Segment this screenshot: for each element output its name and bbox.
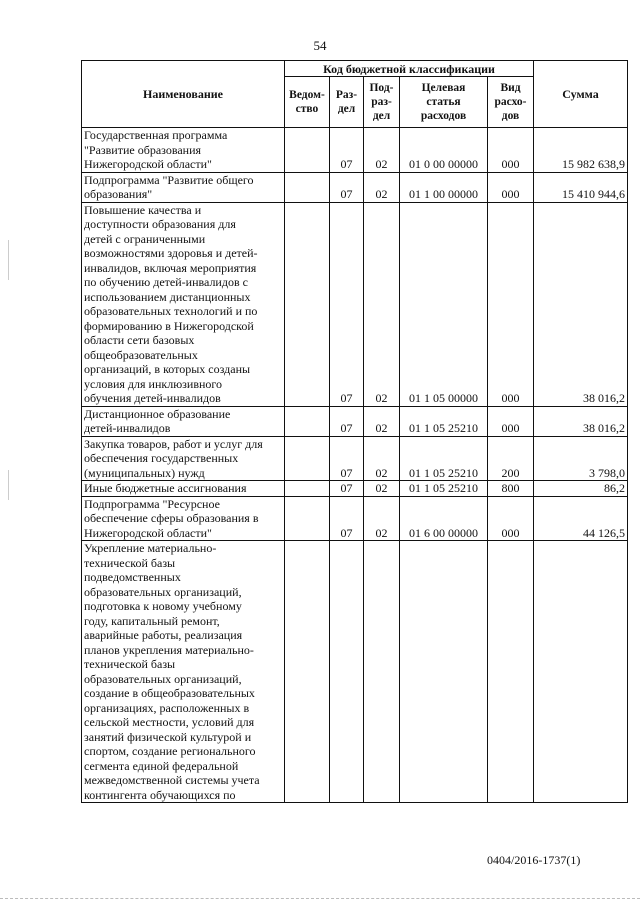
row-razdel: 07 — [330, 128, 364, 173]
row-tselevaya — [400, 541, 488, 803]
row-vedomstvo — [285, 436, 330, 481]
row-tselevaya: 01 0 00 00000 — [400, 128, 488, 173]
row-podrazdel: 02 — [364, 172, 400, 202]
row-tselevaya: 01 1 00 00000 — [400, 172, 488, 202]
scan-margin-mark — [8, 240, 9, 280]
row-name: Государственная программа "Развитие образования Нижегородской области" — [82, 128, 285, 173]
row-podrazdel: 02 — [364, 128, 400, 173]
row-razdel: 07 — [330, 481, 364, 497]
row-vedomstvo — [285, 172, 330, 202]
row-razdel: 07 — [330, 172, 364, 202]
row-razdel: 07 — [330, 436, 364, 481]
row-summa: 86,2 — [534, 481, 628, 497]
table-row — [82, 202, 628, 406]
row-vedomstvo — [285, 128, 330, 173]
row-razdel: 07 — [330, 496, 364, 541]
row-tselevaya: 01 1 05 00000 — [400, 202, 488, 406]
table-row — [82, 541, 628, 803]
header-vid: Вид расхо- дов — [488, 77, 534, 128]
row-vedomstvo — [285, 202, 330, 406]
header-name: Наименование — [82, 61, 285, 128]
budget-table — [81, 60, 628, 803]
row-summa — [534, 541, 628, 803]
row-summa: 3 798,0 — [534, 436, 628, 481]
row-name: Подпрограмма "Ресурсное обеспечение сферы образования в Нижегородской области" — [82, 496, 285, 541]
header-summa: Сумма — [534, 61, 628, 128]
row-podrazdel: 02 — [364, 496, 400, 541]
page-number: 54 — [313, 38, 327, 53]
header-razdel: Раз- дел — [330, 77, 364, 128]
table-row — [82, 481, 628, 497]
row-summa: 38 016,2 — [534, 202, 628, 406]
row-podrazdel — [364, 541, 400, 803]
table-row — [82, 406, 628, 436]
row-name: Укрепление материально- технической базы подведомственных образовательных организаций, подготовка к новому учебному году, капитальный ремонт, аварийные работы, реализация планов укрепления материально- технической базы образовательных организаций, создание в общеобразовательных организациях, расположенных в сельской местности, условий для занятий физической культурой и спортом, создание регионального сегмента единой федеральной межведомственной системы учета контингента обучающихся по — [82, 541, 285, 803]
row-podrazdel: 02 — [364, 481, 400, 497]
row-razdel — [330, 541, 364, 803]
document-code: 0404/2016-1737(1) — [487, 853, 581, 867]
header-code-group: Код бюджетной классификации — [285, 61, 534, 77]
row-vid: 800 — [488, 481, 534, 497]
header-podrazdel: Под- раз- дел — [364, 77, 400, 128]
row-vid — [488, 541, 534, 803]
row-razdel: 07 — [330, 406, 364, 436]
row-tselevaya: 01 6 00 00000 — [400, 496, 488, 541]
header-tselevaya: Целевая статья расходов — [400, 77, 488, 128]
row-name: Иные бюджетные ассигнования — [82, 481, 285, 497]
row-vedomstvo — [285, 541, 330, 803]
row-summa: 44 126,5 — [534, 496, 628, 541]
row-name: Повышение качества и доступности образования для детей с ограниченными возможностями здоровья и детей- инвалидов, включая мероприятия по обучению детей-инвалидов с использованием дистанционных образовательных технологий и по формированию в Нижегородской области сети базовых общеобразовательных организаций, в которых созданы условия для инклюзивного обучения детей-инвалидов — [82, 202, 285, 406]
table-row — [82, 496, 628, 541]
scan-edge-line — [0, 898, 640, 899]
row-podrazdel: 02 — [364, 406, 400, 436]
row-tselevaya: 01 1 05 25210 — [400, 406, 488, 436]
header-vedomstvo: Ведом- ство — [285, 77, 330, 128]
row-vid: 000 — [488, 202, 534, 406]
row-razdel: 07 — [330, 202, 364, 406]
row-vedomstvo — [285, 481, 330, 497]
row-vid: 200 — [488, 436, 534, 481]
row-podrazdel: 02 — [364, 436, 400, 481]
row-vedomstvo — [285, 406, 330, 436]
row-vedomstvo — [285, 496, 330, 541]
row-podrazdel: 02 — [364, 202, 400, 406]
row-vid: 000 — [488, 128, 534, 173]
table-row — [82, 436, 628, 481]
row-summa: 15 982 638,9 — [534, 128, 628, 173]
row-vid: 000 — [488, 406, 534, 436]
row-tselevaya: 01 1 05 25210 — [400, 481, 488, 497]
row-name: Подпрограмма "Развитие общего образования" — [82, 172, 285, 202]
table-row — [82, 128, 628, 173]
table-row — [82, 172, 628, 202]
row-name: Дистанционное образование детей-инвалидов — [82, 406, 285, 436]
row-name: Закупка товаров, работ и услуг для обеспечения государственных (муниципальных) нужд — [82, 436, 285, 481]
row-summa: 15 410 944,6 — [534, 172, 628, 202]
row-summa: 38 016,2 — [534, 406, 628, 436]
row-vid: 000 — [488, 172, 534, 202]
scan-margin-mark — [8, 470, 9, 500]
row-tselevaya: 01 1 05 25210 — [400, 436, 488, 481]
row-vid: 000 — [488, 496, 534, 541]
